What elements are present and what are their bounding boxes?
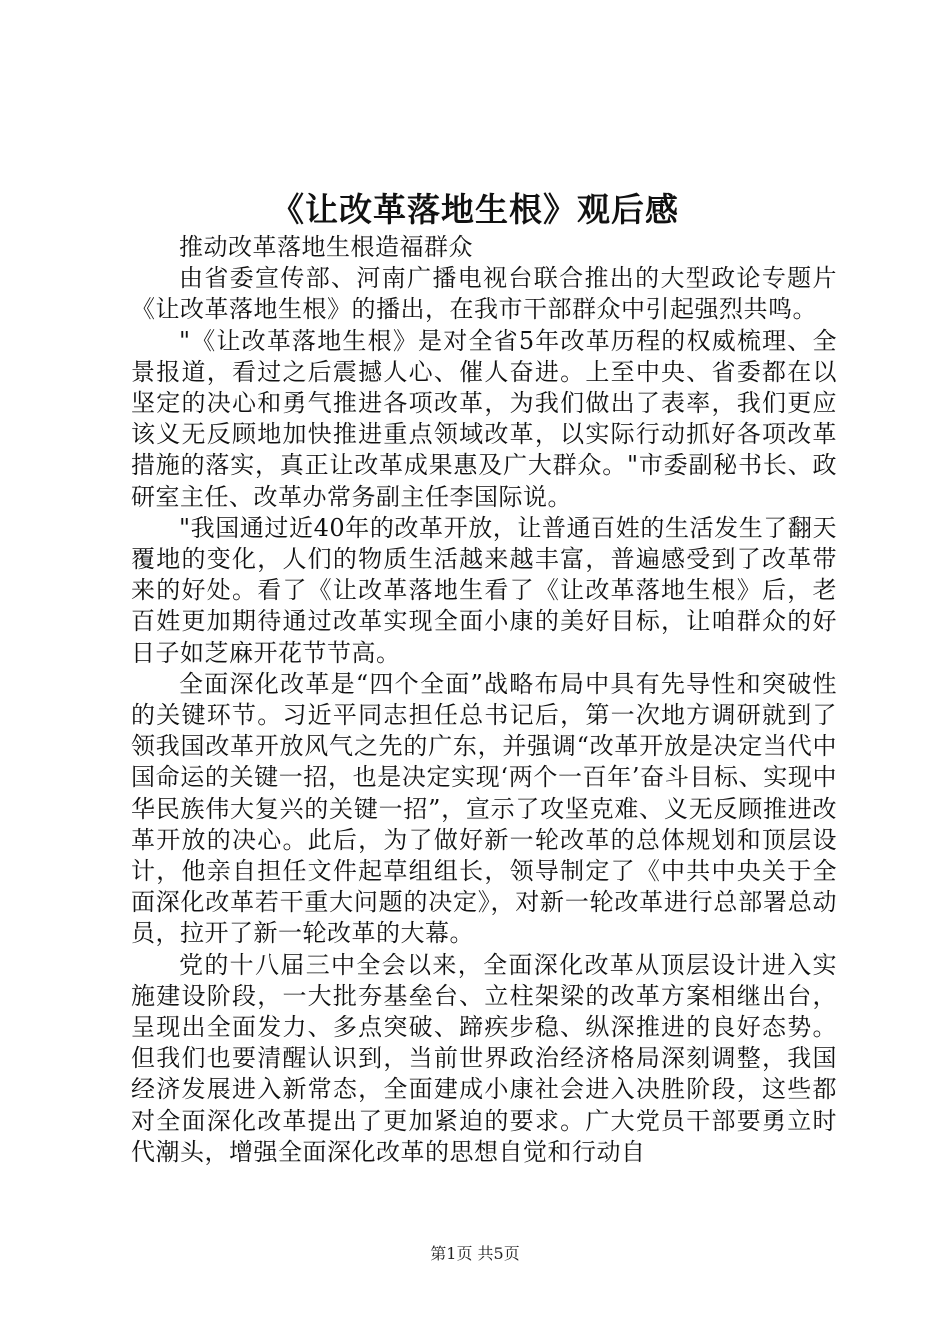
page-number-footer: 第1页 共5页 (430, 1244, 520, 1263)
body-paragraph: 党的十八届三中全会以来，全面深化改革从顶层设计进入实施建设阶段，一大批夯基垒台、立柱架梁的改革方案相继出台，呈现出全面发力、多点突破、蹄疾步稳、纵深推进的良好态势。但我们也要清醒认识到，当前世界政治经济格局深刻调整，我国经济发展进入新常态，全面建成小康社会进入决胜阶段，这些都对全面深化改革提出了更加紧迫的要求。广大党员干部要勇立时代潮头，增强全面深化改革的思想自觉和行动自 (131, 950, 837, 1166)
document-title: 《让改革落地生根》观后感 (271, 190, 679, 229)
body-paragraph: "我国通过近40年的改革开放，让普通百姓的生活发生了翻天覆地的变化，人们的物质生活越来越丰富，普遍感受到了改革带来的好处。看了《让改革落地生看了《让改革落地生根》后，老百姓更加期待通过改革实现全面小康的美好目标，让咱群众的好日子如芝麻开花节节高。 (131, 513, 837, 667)
document-body (131, 232, 837, 1168)
body-paragraph: "《让改革落地生根》是对全省5年改革历程的权威梳理、全景报道，看过之后震撼人心、催人奋进。上至中央、省委都在以坚定的决心和勇气推进各项改革，为我们做出了表率，我们更应该义无反顾地加快推进重点领域改革，以实际行动抓好各项改革措施的落实，真正让改革成果惠及广大群众。"市委副秘书长、政研室主任、改革办常务副主任李国际说。 (131, 326, 837, 511)
body-paragraph: 全面深化改革是“四个全面”战略布局中具有先导性和突破性的关键环节。习近平同志担任总书记后，第一次地方调研就到了领我国改革开放风气之先的广东，并强调“改革开放是决定当代中国命运的关键一招，也是决定实现‘两个一百年’奋斗目标、实现中华民族伟大复兴的关键一招”，宣示了攻坚克难、义无反顾推进改革开放的决心。此后，为了做好新一轮改革的总体规划和顶层设计，他亲自担任文件起草组组长，领导制定了《中共中央关于全面深化改革若干重大问题的决定》，对新一轮改革进行总部署总动员，拉开了新一轮改革的大幕。 (131, 669, 837, 948)
body-paragraph: 由省委宣传部、河南广播电视台联合推出的大型政论专题片《让改革落地生根》的播出，在我市干部群众中引起强烈共鸣。 (131, 264, 837, 324)
subtitle-paragraph: 推动改革落地生根造福群众 (179, 233, 473, 261)
